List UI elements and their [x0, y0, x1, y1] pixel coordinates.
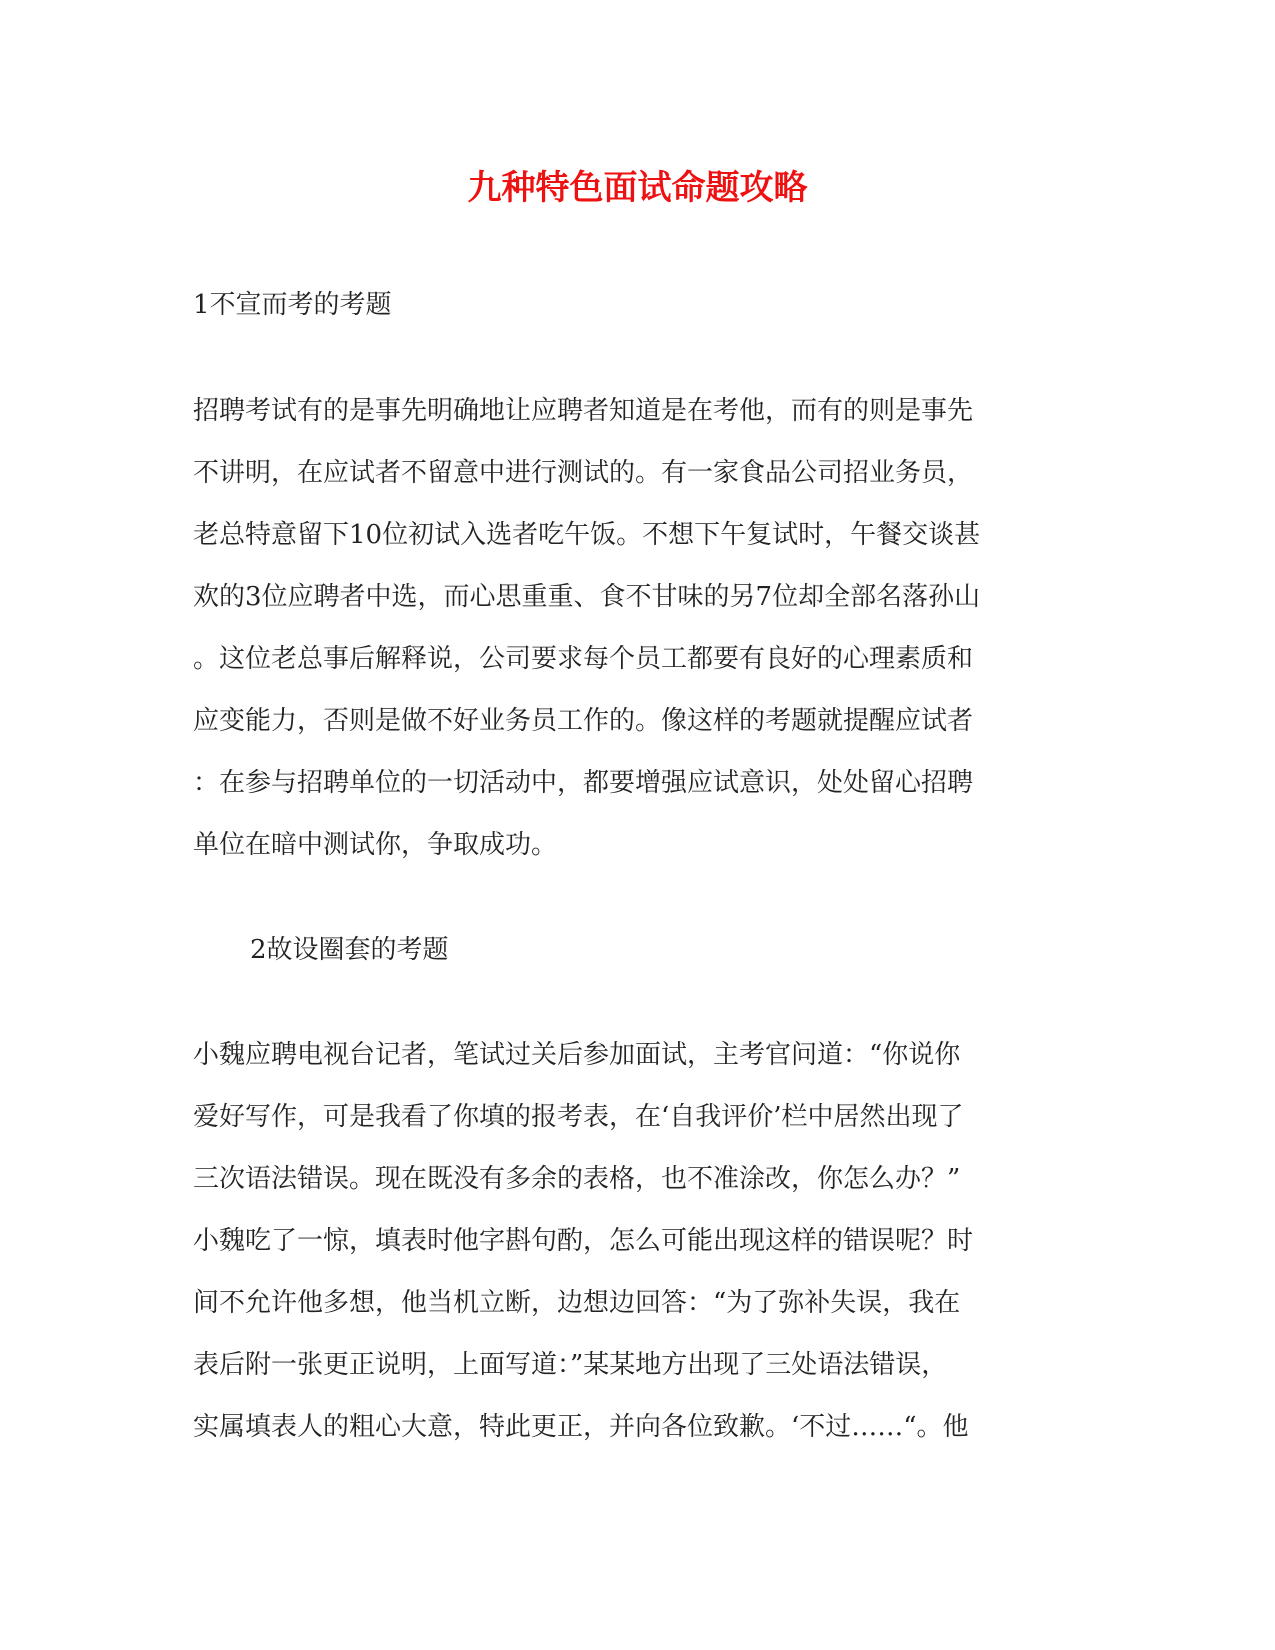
- paragraph-line: 小魏应聘电视台记者，笔试过关后参加面试，主考官问道：“你说你: [193, 1040, 961, 1070]
- section-heading-1: 1不宣而考的考题: [193, 290, 392, 320]
- paragraph-line: 老总特意留下10位初试入选者吃午饭。不想下午复试时，午餐交谈甚: [193, 520, 981, 550]
- paragraph-line: 爱好写作，可是我看了你填的报考表，在‘自我评价’栏中居然出现了: [193, 1102, 964, 1132]
- paragraph-line: 小魏吃了一惊，填表时他字斟句酌，怎么可能出现这样的错误呢？时: [193, 1226, 974, 1256]
- document-title: 九种特色面试命题攻略: [467, 168, 808, 208]
- paragraph-line: ：在参与招聘单位的一切活动中，都要增强应试意识，处处留心招聘: [193, 768, 974, 798]
- paragraph-line: 单位在暗中测试你，争取成功。: [193, 830, 558, 860]
- section-heading-2: 2故设圈套的考题: [250, 935, 449, 965]
- paragraph-line: 间不允许他多想，他当机立断，边想边回答：“为了弥补失误，我在: [193, 1288, 961, 1318]
- paragraph-line: 欢的3位应聘者中选，而心思重重、食不甘味的另7位却全部名落孙山: [193, 582, 981, 612]
- paragraph-line: 。这位老总事后解释说，公司要求每个员工都要有良好的心理素质和: [193, 644, 974, 674]
- paragraph-line: 招聘考试有的是事先明确地让应聘者知道是在考他，而有的则是事先: [193, 396, 974, 426]
- paragraph-line: 应变能力，否则是做不好业务员工作的。像这样的考题就提醒应试者: [193, 706, 974, 736]
- paragraph-line: 表后附一张更正说明，上面写道：”某某地方出现了三处语法错误，: [193, 1350, 948, 1380]
- paragraph-line: 三次语法错误。现在既没有多余的表格，也不准涂改，你怎么办？”: [193, 1164, 961, 1194]
- paragraph-line: 实属填表人的粗心大意，特此更正，并向各位致歉。‘不过……“。他: [193, 1412, 969, 1442]
- paragraph-line: 不讲明，在应试者不留意中进行测试的。有一家食品公司招业务员，: [193, 458, 974, 488]
